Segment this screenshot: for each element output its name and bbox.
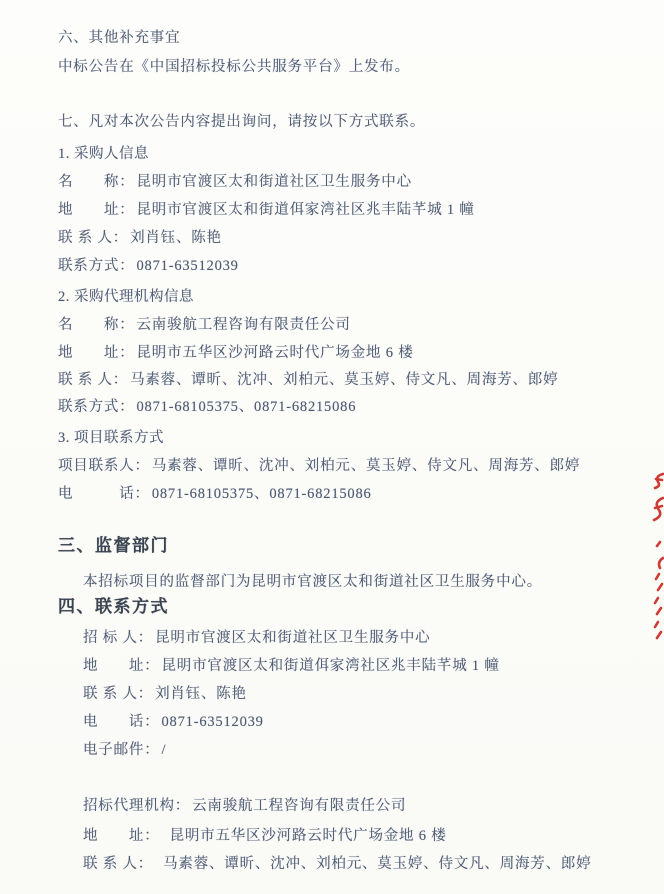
field-value: 昆明市官渡区太和街道社区卫生服务中心 [155,630,431,646]
subsection-title-project: 3. 项目联系方式 [58,430,164,446]
field-value: 昆明市官渡区太和街道佴家湾社区兆丰陆芊城 1 幢 [136,202,475,218]
field-label: 地 址： [58,202,135,218]
field-row [58,172,412,192]
field-label: 电 话： [83,714,160,730]
field-row [58,228,222,248]
field-row [83,712,264,732]
field-label: 招标代理机构： [83,798,191,814]
field-label: 名 称： [58,317,135,333]
red-ink-strokes [647,466,664,651]
field-value: 刘肖钰、陈艳 [155,686,247,702]
field-value: 马素蓉、谭昕、沈冲、刘柏元、莫玉婷、侍文凡、周海芳、郎婷 [163,856,592,872]
field-value: 云南骏航工程咨询有限责任公司 [136,317,351,333]
field-row [58,200,475,220]
field-value: 马素蓉、谭昕、沈冲、刘柏元、莫玉婷、侍文凡、周海芳、郎婷 [151,458,581,474]
field-label: 联系方式： [58,399,135,415]
field-value: 昆明市官渡区太和街道社区卫生服务中心 [136,174,412,190]
field-value: 0871-68105375、0871-68215086 [136,399,357,415]
field-row [58,370,558,390]
supervision-body: 本招标项目的监督部门为昆明市官渡区太和街道社区卫生服务中心。 [83,574,542,590]
field-label: 地 址： [83,658,160,674]
field-label: 招 标 人： [83,630,154,646]
field-label: 地 址： [58,345,135,361]
field-row [83,684,247,704]
field-label: 联 系 人： [58,372,129,388]
field-value: 昆明市五华区沙河路云时代广场金地 6 楼 [169,828,447,844]
field-row [58,397,356,417]
field-value: 0871-63512039 [161,714,264,730]
field-row [83,796,406,816]
field-value: 0871-68105375、0871-68215086 [151,486,372,502]
section-heading-supplement: 六、其他补充事宜 [58,30,181,46]
field-label: 联系方式： [58,258,135,274]
field-row [83,826,447,846]
field-label: 联 系 人： [83,686,154,702]
field-value: 云南骏航工程咨询有限责任公司 [192,798,407,814]
subsection-title-purchaser: 1. 采购人信息 [58,146,149,162]
section-heading-inquiry: 七、凡对本次公告内容提出询问，请按以下方式联系。 [58,114,426,130]
field-value: 0871-63512039 [136,258,239,274]
field-label: 名 称： [58,174,135,190]
field-row [83,854,592,874]
field-value: 马素蓉、谭昕、沈冲、刘柏元、莫玉婷、侍文凡、周海芳、郎婷 [130,372,559,388]
field-value: 昆明市官渡区太和街道佴家湾社区兆丰陆芊城 1 幢 [161,658,500,674]
section-heading-contact: 四、联系方式 [58,597,169,616]
section-heading-supervision: 三、监督部门 [58,536,169,555]
field-label: 地 址： [83,828,168,844]
red-ink-annotation [647,466,664,651]
field-row [58,343,414,363]
field-row [58,456,580,476]
field-value: 刘肖钰、陈艳 [130,230,222,246]
field-label: 电子邮件： [83,742,160,758]
field-label: 联 系 人： [83,856,162,872]
field-row [83,656,500,676]
field-row [58,256,239,276]
field-value: 昆明市五华区沙河路云时代广场金地 6 楼 [136,345,414,361]
field-value: / [161,742,167,758]
field-label: 项目联系人： [58,458,150,474]
supplement-body: 中标公告在《中国招标投标公共服务平台》上发布。 [58,59,410,75]
field-row [83,740,166,760]
field-row [58,484,372,504]
field-row [58,315,351,335]
field-row [83,628,430,648]
subsection-title-agency: 2. 采购代理机构信息 [58,289,194,305]
field-label: 电 话： [58,486,150,502]
field-label: 联 系 人： [58,230,129,246]
